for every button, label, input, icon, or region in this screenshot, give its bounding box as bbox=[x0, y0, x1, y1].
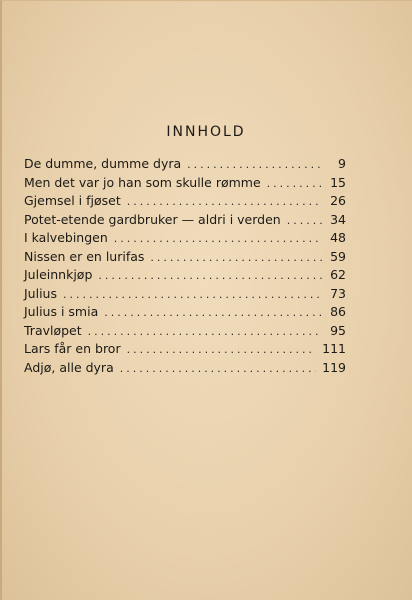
dot-leader bbox=[187, 158, 322, 171]
toc-entry bbox=[24, 267, 346, 286]
toc-entry bbox=[24, 193, 346, 212]
toc-entry-page: 34 bbox=[330, 211, 346, 227]
toc-entry-title: Potet-etende gardbruker — aldri i verden bbox=[24, 211, 281, 227]
toc-entry bbox=[24, 230, 346, 249]
toc-entry bbox=[24, 156, 346, 175]
dot-leader bbox=[287, 214, 322, 227]
toc-entry-title: Juleinnkjøp bbox=[24, 267, 93, 282]
dot-leader bbox=[114, 232, 322, 245]
toc-entry-page: 73 bbox=[330, 285, 346, 301]
dot-leader bbox=[127, 195, 322, 208]
toc-entry bbox=[24, 304, 346, 323]
toc-entry bbox=[24, 323, 346, 342]
toc-entry-page: 62 bbox=[330, 267, 346, 282]
table-of-contents bbox=[24, 156, 346, 378]
dot-leader bbox=[127, 343, 317, 356]
dot-leader bbox=[104, 306, 322, 319]
toc-entry bbox=[24, 286, 346, 305]
toc-entry-title: Julius bbox=[24, 285, 57, 301]
dot-leader bbox=[120, 362, 316, 375]
toc-entry bbox=[24, 175, 346, 194]
toc-entry-title: Men det var jo han som skulle rømme bbox=[24, 174, 261, 190]
toc-entry bbox=[24, 212, 346, 231]
toc-entry-page: 48 bbox=[330, 230, 346, 245]
toc-entry-title: Lars får en bror bbox=[24, 341, 121, 356]
toc-entry bbox=[24, 341, 346, 360]
toc-entry-title: Gjemsel i fjøset bbox=[24, 193, 121, 208]
toc-entry bbox=[24, 360, 346, 379]
page-title: INNHOLD bbox=[166, 124, 246, 140]
toc-entry-title: Travløpet bbox=[24, 322, 82, 338]
toc-entry-title: I kalvebingen bbox=[24, 230, 108, 245]
toc-entry-page: 9 bbox=[338, 156, 346, 171]
toc-entry-page: 95 bbox=[330, 322, 346, 338]
toc-entry-title: Nissen er en lurifas bbox=[24, 248, 145, 264]
toc-entry-page: 86 bbox=[330, 304, 346, 319]
dot-leader bbox=[63, 288, 322, 301]
toc-entry-page: 119 bbox=[322, 359, 346, 375]
toc-entry-page: 15 bbox=[330, 174, 346, 190]
toc-entry-title: Adjø, alle dyra bbox=[24, 359, 114, 375]
dot-leader bbox=[267, 177, 322, 190]
toc-entry-page: 26 bbox=[330, 193, 346, 208]
dot-leader bbox=[88, 325, 322, 338]
dot-leader bbox=[98, 269, 322, 282]
toc-entry-title: Julius i smia bbox=[24, 304, 99, 319]
toc-entry bbox=[24, 249, 346, 268]
toc-entry-page: 59 bbox=[330, 248, 346, 264]
dot-leader bbox=[150, 251, 322, 264]
toc-entry-title: De dumme, dumme dyra bbox=[24, 156, 182, 171]
toc-entry-page: 111 bbox=[322, 341, 346, 356]
